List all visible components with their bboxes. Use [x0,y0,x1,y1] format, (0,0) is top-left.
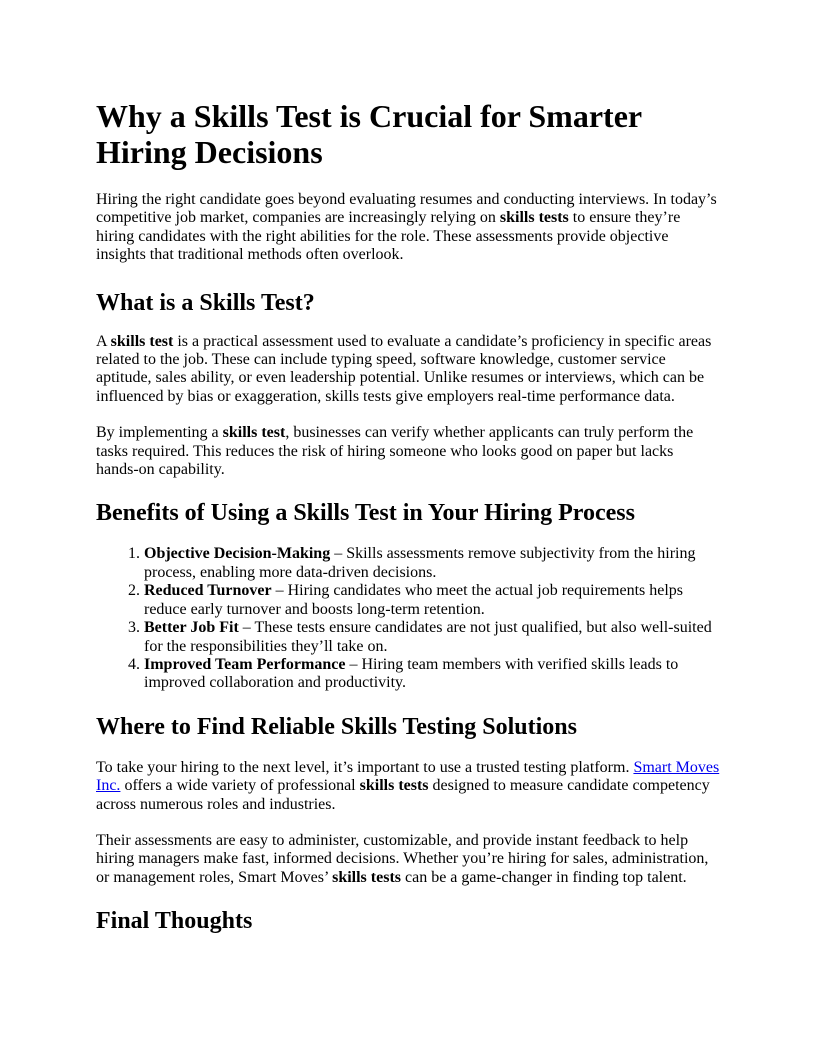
benefit-text: – Hiring team members with verified skills leads to improved collaboration and productivity. [144,655,679,692]
what-p2-text-2: , businesses can verify whether applicants can truly perform the tasks required. This reduces the risk of hiring someone who looks good on paper but lacks hands-on capability. [96,424,694,479]
benefit-text: – Hiring candidates who meet the actual job requirements helps reduce early turnover and boosts long-term retention. [144,582,684,618]
section-heading-benefits: Benefits of Using a Skills Test in Your Hiring Process [96,500,635,527]
where-p2-text-1: Their assessments are easy to administer, customizable, and provide instant feedback to help hiring managers make fast, informed decisions. Whether you’re hiring for sales, administration, or management roles, Smart Moves’ [96,831,709,886]
where-p1-text-2: offers a wide variety of professional [120,777,360,795]
benefit-text: – Skills assessments remove subjectivity from the hiring process, enabling more data-driven decisions. [144,545,696,581]
section-heading-what: What is a Skills Test? [96,289,315,316]
list-item [144,619,720,656]
document-page [96,98,720,935]
what-p2-bold: skills test [222,424,286,442]
page-title: Why a Skills Test is Crucial for Smarter Hiring Decisions [96,98,642,170]
what-p1-text-1: A [96,332,111,350]
benefit-text: – These tests ensure candidates are not just qualified, but also well-suited for the responsibilities they’ll take on. [144,619,712,655]
intro-text-1: Hiring the right candidate goes beyond evaluating resumes and conducting interviews. In today’s competitive job market, companies are increasingly relying on [96,191,717,227]
where-p1-bold: skills tests [359,777,429,795]
where-p2-bold: skills tests [332,868,401,886]
intro-text-2: to ensure they’re hiring candidates with the right abilities for the role. These assessments provide objective insights that traditional methods often overlook. [96,209,681,264]
benefit-term: Reduced Turnover [144,582,272,600]
where-paragraph-1 [96,759,720,814]
benefit-term: Better Job Fit [144,619,239,637]
what-paragraph-1 [96,333,720,407]
list-item [144,656,720,693]
where-paragraph-2 [96,832,720,887]
intro-paragraph [96,191,720,265]
section-heading-final: Final Thoughts [96,908,253,935]
intro-bold-skills-tests: skills tests [499,209,569,227]
where-p1-text-3: designed to measure candidate competency across numerous roles and industries. [96,777,710,813]
where-p1-text-1: To take your hiring to the next level, it’s important to use a trusted testing platform. [96,758,634,776]
smart-moves-link[interactable]: Smart Moves Inc. [96,758,720,795]
where-p2-text-2: can be a game-changer in finding top talent. [401,868,687,886]
what-p1-bold: skills test [110,332,174,350]
what-p1-text-2: is a practical assessment used to evaluate a candidate’s proficiency in specific areas related to the job. These can include typing speed, software knowledge, customer service aptitude, sales ability, or even leadership potential. Unlike resumes or interviews, which can be influenced by bias or exaggeration, skills tests give employers real-time performance data. [96,332,712,405]
benefit-term: Improved Team Performance [144,655,346,673]
list-item [144,582,720,619]
benefits-list [96,545,720,692]
what-paragraph-2 [96,424,720,479]
benefit-term: Objective Decision-Making [144,545,331,563]
list-item [144,545,720,582]
what-p2-text-1: By implementing a [96,424,223,442]
section-heading-where: Where to Find Reliable Skills Testing Solutions [96,713,577,740]
